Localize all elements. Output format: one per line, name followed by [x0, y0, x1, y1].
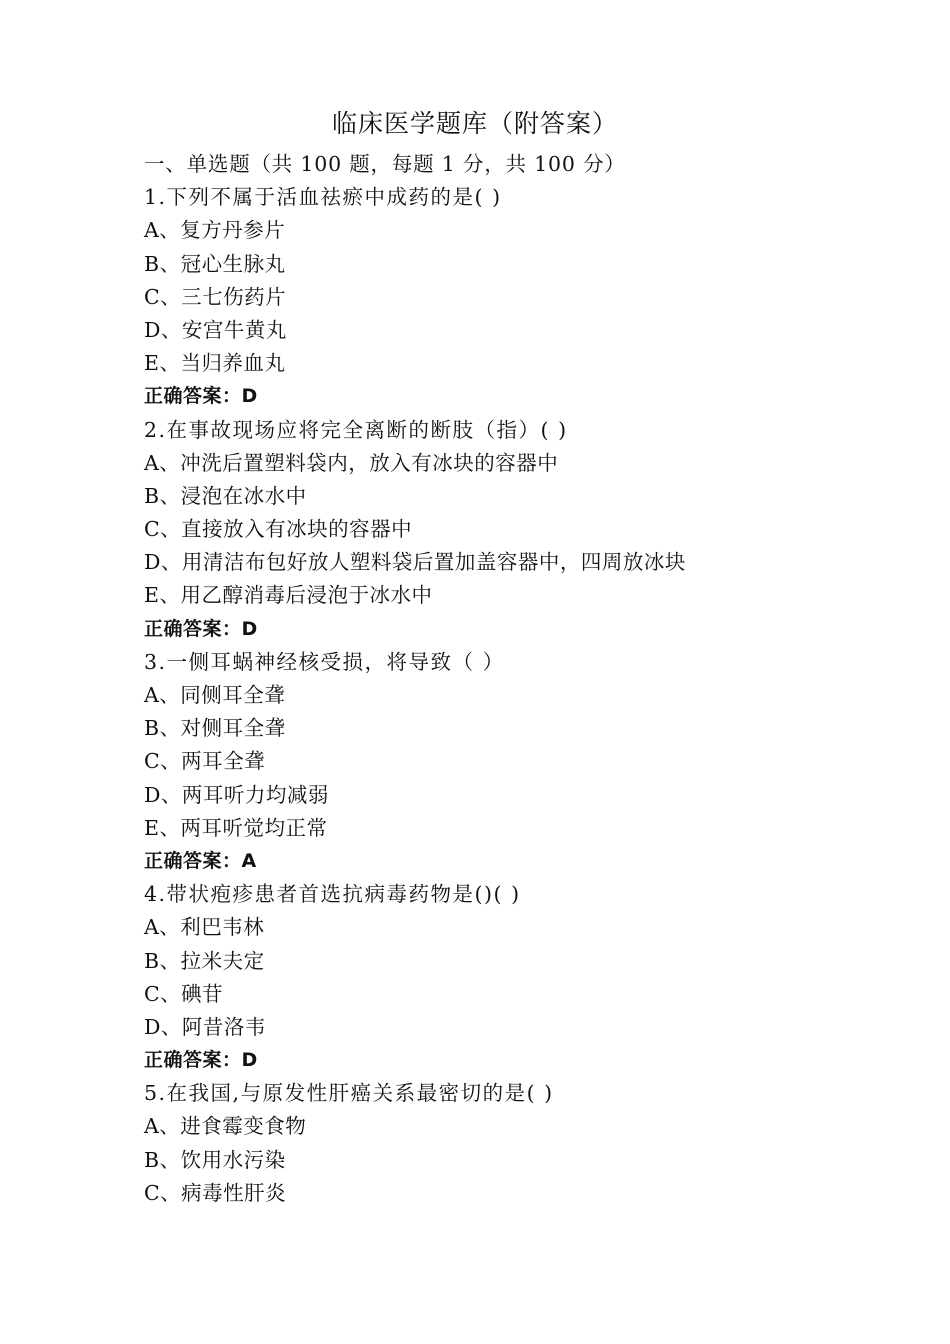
question-2	[144, 414, 864, 646]
question-1	[144, 181, 864, 413]
option-d: D、阿昔洛韦	[144, 1014, 266, 1039]
question-stem: 2.在事故现场应将完全离断的断肢（指）( )	[144, 417, 568, 442]
question-5	[144, 1077, 864, 1210]
document-title: 临床医学题库（附答案）	[331, 109, 618, 138]
option-d: D、安宫牛黄丸	[144, 317, 287, 342]
option-c: C、两耳全聋	[144, 749, 266, 774]
question-3	[144, 646, 864, 878]
option-c: C、病毒性肝炎	[144, 1180, 287, 1205]
option-e: E、用乙醇消毒后浸泡于冰水中	[144, 583, 433, 608]
question-stem: 4.带状疱疹患者首选抗病毒药物是()( )	[144, 882, 521, 907]
option-a: A、复方丹参片	[144, 218, 286, 243]
option-d: D、两耳听力均减弱	[144, 782, 329, 807]
option-b: B、拉米夫定	[144, 948, 265, 973]
option-b: B、对侧耳全聋	[144, 716, 286, 741]
option-b: B、饮用水污染	[144, 1147, 286, 1172]
option-d: D、用清洁布包好放人塑料袋后置加盖容器中，四周放冰块	[144, 550, 686, 575]
option-e: E、当归养血丸	[144, 351, 286, 376]
option-c: C、碘苷	[144, 981, 224, 1006]
option-b: B、浸泡在冰水中	[144, 483, 307, 508]
option-a: A、同侧耳全聋	[144, 683, 286, 707]
option-a: A、进食霉变食物	[144, 1114, 307, 1139]
option-a: A、利巴韦林	[144, 915, 265, 940]
question-stem: 1.下列不属于活血祛瘀中成药的是( )	[144, 185, 502, 210]
option-e: E、两耳听觉均正常	[144, 815, 328, 840]
option-c: C、三七伤药片	[144, 284, 287, 309]
option-c: C、直接放入有冰块的容器中	[144, 517, 413, 542]
correct-answer: 正确答案：D	[144, 617, 258, 640]
option-b: B、冠心生脉丸	[144, 251, 286, 276]
correct-answer: 正确答案：D	[144, 385, 258, 408]
section-heading: 一、单选题（共 100 题，每题 1 分，共 100 分）	[144, 152, 626, 176]
correct-answer: 正确答案：D	[144, 1049, 258, 1072]
question-stem: 3.一侧耳蜗神经核受损，将导致（ ）	[144, 649, 505, 674]
correct-answer: 正确答案：A	[144, 849, 257, 872]
option-a: A、冲洗后置塑料袋内，放入有冰块的容器中	[144, 450, 559, 475]
question-4	[144, 878, 864, 1077]
document-content	[144, 148, 864, 1210]
question-stem: 5.在我国,与原发性肝癌关系最密切的是( )	[144, 1081, 554, 1106]
